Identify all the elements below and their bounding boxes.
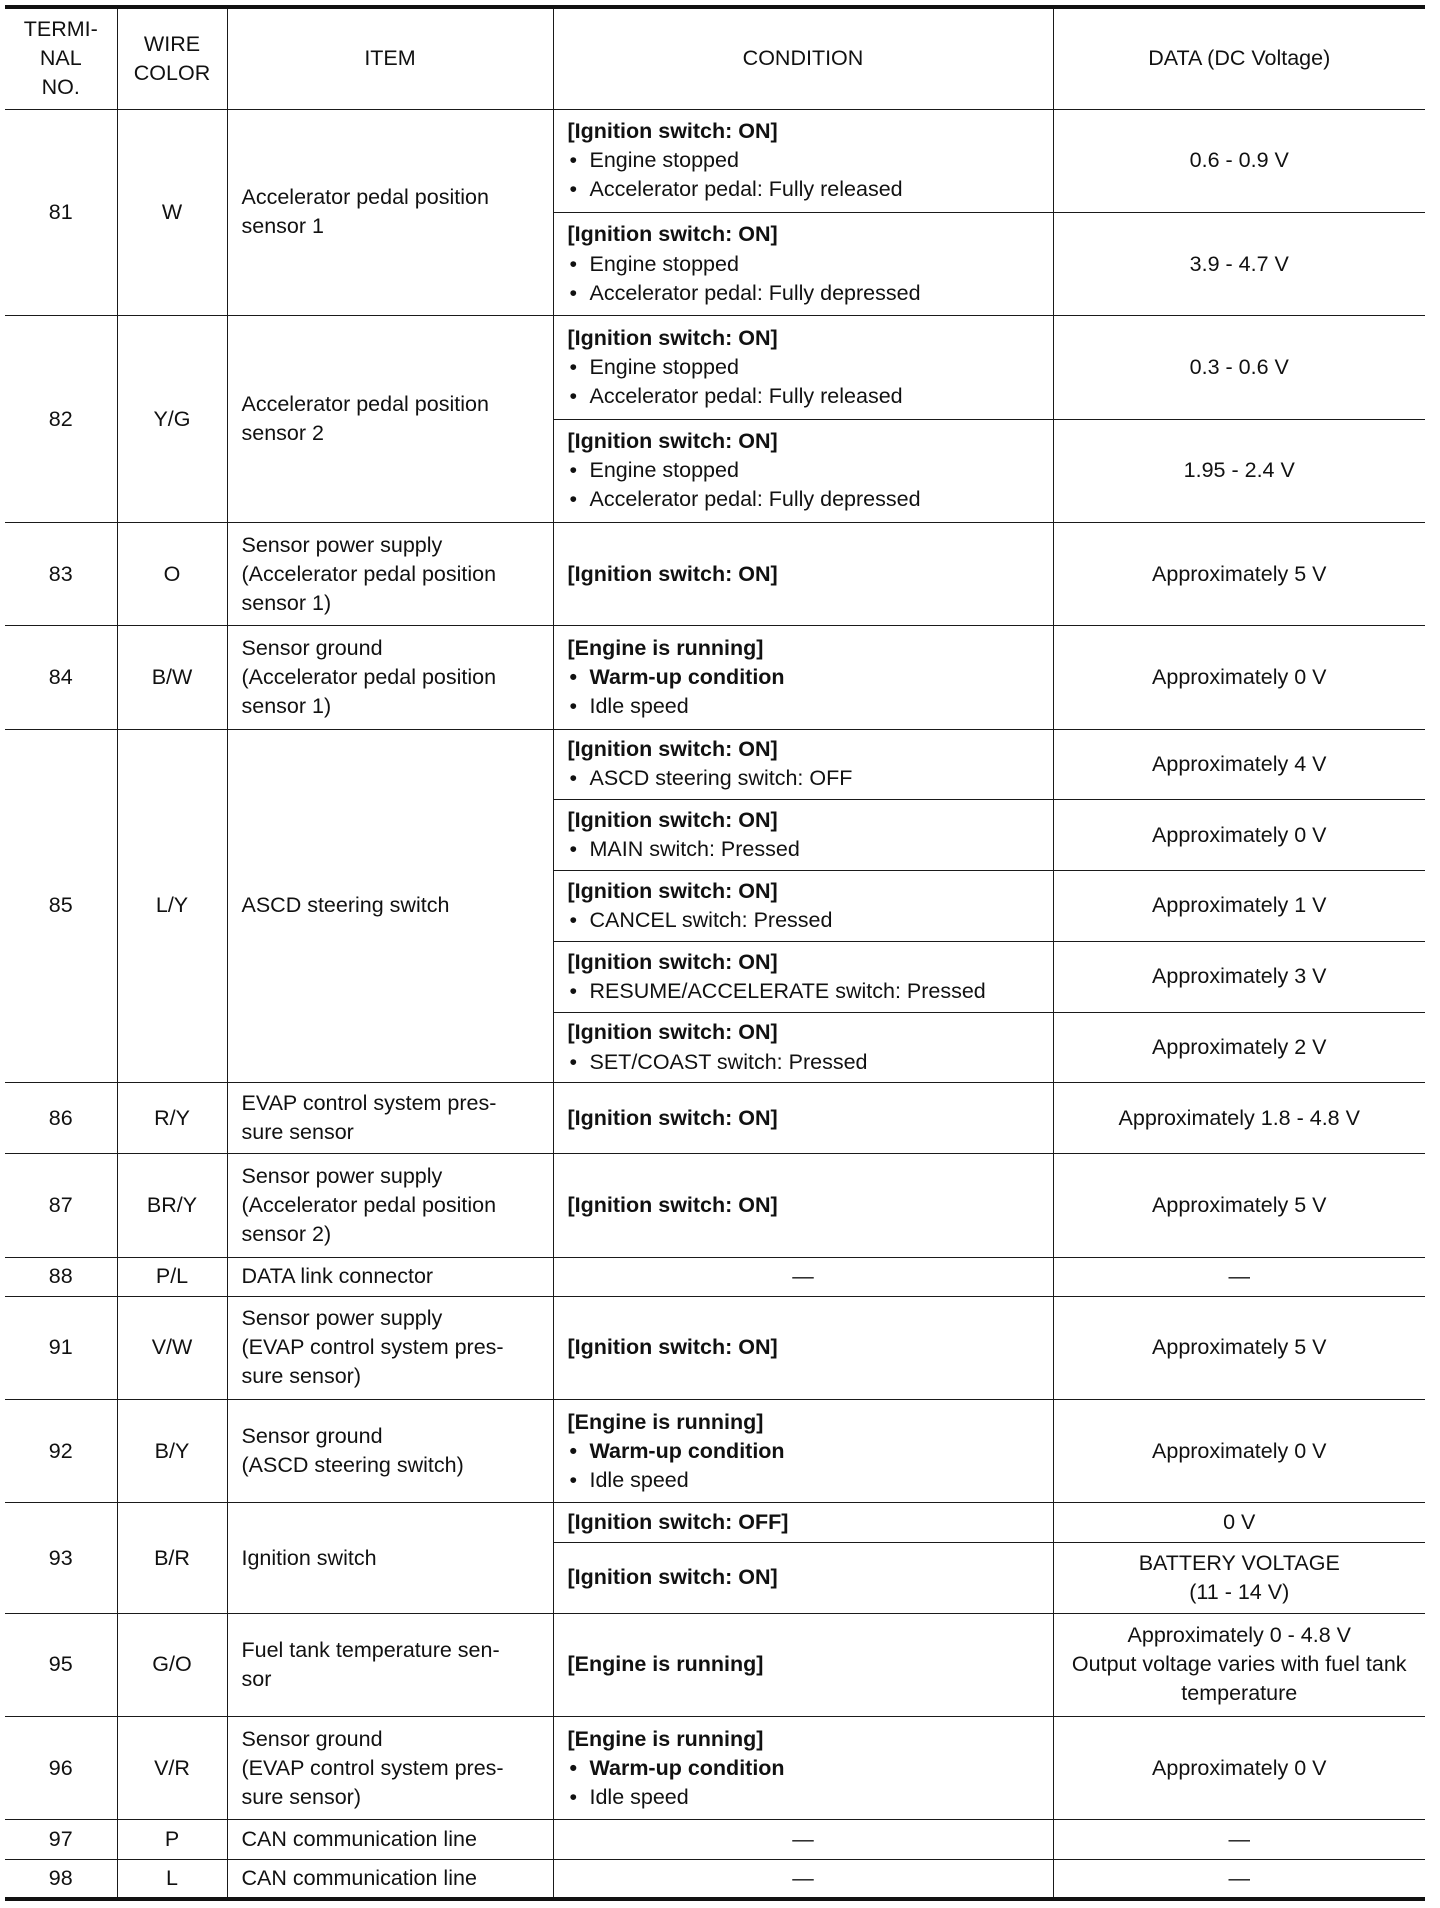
condition-bullet: • Warm-up condition [568, 1754, 1039, 1783]
data-voltage-cell [1053, 1613, 1425, 1716]
condition-cell: — [553, 1820, 1053, 1859]
condition-cell [553, 1296, 1053, 1399]
condition-bullet-list [568, 456, 1039, 514]
item-cell-line: sure sensor [241, 1120, 354, 1145]
item-cell-line: Sensor ground [241, 1424, 383, 1449]
data-voltage-cell: Approximately 3 V [1053, 941, 1425, 1012]
terminal-no-cell: 92 [5, 1400, 117, 1503]
item-cell: CAN communication line [227, 1859, 553, 1899]
condition-cell [553, 1083, 1053, 1154]
header-data: DATA (DC Voltage) [1053, 7, 1425, 109]
wire-color-cell: B/R [117, 1503, 227, 1613]
condition-heading: [Ignition switch: ON] [567, 561, 778, 586]
terminal-no-cell: 98 [5, 1859, 117, 1899]
terminal-no-cell: 85 [5, 729, 117, 1083]
wire-color-cell: L/Y [117, 729, 227, 1083]
item-cell: Accelerator pedal position sensor 2 [227, 316, 553, 523]
item-cell-line: (EVAP control system pres- [241, 1335, 504, 1360]
terminal-table [5, 5, 1425, 1901]
condition-cell [553, 871, 1053, 942]
condition-bullet-list [568, 764, 1039, 793]
table-row [5, 1257, 1425, 1296]
condition-heading: [Ignition switch: ON] [567, 429, 778, 454]
item-cell-line: (ASCD steering switch) [241, 1453, 464, 1478]
terminal-no-cell: 82 [5, 316, 117, 523]
condition-bullet-list [568, 146, 1039, 204]
table-row [5, 626, 1425, 729]
condition-heading: [Ignition switch: ON] [567, 1192, 778, 1217]
data-voltage-cell: Approximately 5 V [1053, 522, 1425, 625]
condition-bullet: • MAIN switch: Pressed [568, 835, 1039, 864]
condition-bullet: • Idle speed [568, 1783, 1039, 1812]
condition-heading: [Engine is running] [567, 1726, 764, 1751]
item-cell [227, 1400, 553, 1503]
data-voltage-cell-line: Approximately 0 - 4.8 V [1127, 1623, 1351, 1648]
terminal-no-cell: 83 [5, 522, 117, 625]
table-row [5, 1083, 1425, 1154]
condition-bullet: • Engine stopped [568, 353, 1039, 382]
table-row [5, 1503, 1425, 1542]
header-condition: CONDITION [553, 7, 1053, 109]
condition-bullet-list [568, 663, 1039, 721]
condition-bullet: • Engine stopped [568, 146, 1039, 175]
condition-heading: [Ignition switch: ON] [567, 878, 778, 903]
item-cell [227, 1716, 553, 1819]
item-cell: CAN communication line [227, 1820, 553, 1859]
condition-cell [553, 1542, 1053, 1613]
condition-heading: [Engine is running] [567, 1409, 764, 1434]
condition-heading: [Engine is running] [567, 1652, 764, 1677]
condition-heading: [Ignition switch: ON] [567, 119, 778, 144]
wire-color-cell: P [117, 1820, 227, 1859]
data-voltage-cell: Approximately 5 V [1053, 1154, 1425, 1257]
condition-heading: [Engine is running] [567, 635, 764, 660]
condition-bullet-list [568, 977, 1039, 1006]
condition-bullet: • Engine stopped [568, 250, 1039, 279]
condition-heading: [Ignition switch: ON] [567, 1565, 778, 1590]
item-cell-line: (Accelerator pedal position sensor 1) [241, 664, 497, 718]
wire-color-cell: W [117, 109, 227, 316]
condition-bullet: • Accelerator pedal: Fully depressed [568, 279, 1039, 308]
condition-bullet-list [568, 1048, 1039, 1077]
header-item: ITEM [227, 7, 553, 109]
item-cell-line: Sensor power supply [241, 1163, 443, 1188]
condition-cell [553, 1154, 1053, 1257]
data-voltage-cell-line: BATTERY VOLTAGE [1138, 1550, 1340, 1575]
header-terminal-no: TERMI- NAL NO. [5, 7, 117, 109]
item-cell-line: (Accelerator pedal position sensor 2) [241, 1192, 497, 1246]
item-cell [227, 1083, 553, 1154]
item-cell-line: (Accelerator pedal position sensor 1) [241, 561, 497, 615]
data-voltage-cell: Approximately 4 V [1053, 729, 1425, 800]
condition-bullet: • RESUME/ACCELERATE switch: Pressed [568, 977, 1039, 1006]
table-row [5, 1716, 1425, 1819]
data-voltage-cell: Approximately 2 V [1053, 1012, 1425, 1083]
header-wire-color: WIRE COLOR [117, 7, 227, 109]
item-cell [227, 626, 553, 729]
item-cell [227, 522, 553, 625]
condition-cell [553, 1012, 1053, 1083]
condition-cell [553, 419, 1053, 522]
table-row [5, 1400, 1425, 1503]
item-cell-line: (EVAP control system pres- [241, 1755, 504, 1780]
condition-cell [553, 1716, 1053, 1819]
data-voltage-cell: — [1053, 1257, 1425, 1296]
item-cell: Ignition switch [227, 1503, 553, 1613]
condition-cell [553, 522, 1053, 625]
condition-heading: [Ignition switch: ON] [567, 737, 778, 762]
terminal-no-cell: 91 [5, 1296, 117, 1399]
condition-bullet: • Accelerator pedal: Fully depressed [568, 485, 1039, 514]
table-header-row [5, 7, 1425, 109]
condition-cell: — [553, 1257, 1053, 1296]
data-voltage-cell: 0.6 - 0.9 V [1053, 109, 1425, 212]
item-cell-line: Sensor power supply [241, 532, 443, 557]
data-voltage-cell: — [1053, 1820, 1425, 1859]
condition-bullet: • Idle speed [568, 692, 1039, 721]
condition-bullet-list [568, 906, 1039, 935]
condition-heading: [Ignition switch: OFF] [567, 1510, 789, 1535]
terminal-no-cell: 81 [5, 109, 117, 316]
condition-bullet: • Warm-up condition [568, 663, 1039, 692]
condition-bullet: • Idle speed [568, 1466, 1039, 1495]
item-cell-line: Sensor ground [241, 1726, 383, 1751]
table-row [5, 1613, 1425, 1716]
condition-cell [553, 941, 1053, 1012]
table-row [5, 1296, 1425, 1399]
wire-color-cell: O [117, 522, 227, 625]
data-voltage-cell: Approximately 0 V [1053, 1716, 1425, 1819]
wire-color-cell: V/R [117, 1716, 227, 1819]
condition-bullet: • CANCEL switch: Pressed [568, 906, 1039, 935]
wire-color-cell: Y/G [117, 316, 227, 523]
condition-cell [553, 109, 1053, 212]
terminal-no-cell: 84 [5, 626, 117, 729]
condition-bullet-list [568, 353, 1039, 411]
data-voltage-cell-line: Output voltage varies with fuel tank temperature [1071, 1652, 1407, 1706]
condition-cell [553, 1503, 1053, 1542]
terminal-no-cell: 88 [5, 1257, 117, 1296]
table-row [5, 1154, 1425, 1257]
condition-heading: [Ignition switch: ON] [567, 949, 778, 974]
wire-color-cell: B/Y [117, 1400, 227, 1503]
table-row [5, 109, 1425, 212]
wire-color-cell: L [117, 1859, 227, 1899]
condition-heading: [Ignition switch: ON] [567, 1335, 778, 1360]
data-voltage-cell: Approximately 0 V [1053, 800, 1425, 871]
item-cell-line: sure sensor) [241, 1784, 361, 1809]
condition-cell [553, 800, 1053, 871]
data-voltage-cell: 1.95 - 2.4 V [1053, 419, 1425, 522]
item-cell [227, 1154, 553, 1257]
condition-cell [553, 1400, 1053, 1503]
item-cell: ASCD steering switch [227, 729, 553, 1083]
item-cell-line: Sensor ground [241, 635, 383, 660]
terminal-no-cell: 86 [5, 1083, 117, 1154]
condition-bullet: • Accelerator pedal: Fully released [568, 382, 1039, 411]
item-cell-line: Sensor power supply [241, 1306, 443, 1331]
condition-bullet-list [568, 835, 1039, 864]
data-voltage-cell: Approximately 1 V [1053, 871, 1425, 942]
condition-heading: [Ignition switch: ON] [567, 1105, 778, 1130]
data-voltage-cell: — [1053, 1859, 1425, 1899]
condition-heading: [Ignition switch: ON] [567, 808, 778, 833]
wire-color-cell: V/W [117, 1296, 227, 1399]
condition-bullet: • Warm-up condition [568, 1437, 1039, 1466]
wire-color-cell: BR/Y [117, 1154, 227, 1257]
terminal-no-cell: 96 [5, 1716, 117, 1819]
item-cell-line: sor [241, 1666, 272, 1691]
data-voltage-cell: Approximately 5 V [1053, 1296, 1425, 1399]
item-cell [227, 1296, 553, 1399]
item-cell-line: EVAP control system pres- [241, 1091, 497, 1116]
wire-color-cell: B/W [117, 626, 227, 729]
data-voltage-cell: Approximately 0 V [1053, 626, 1425, 729]
table-row [5, 729, 1425, 800]
data-voltage-cell: Approximately 1.8 - 4.8 V [1053, 1083, 1425, 1154]
terminal-no-cell: 97 [5, 1820, 117, 1859]
condition-bullet: • ASCD steering switch: OFF [568, 764, 1039, 793]
table-body [5, 109, 1425, 1899]
condition-bullet: • Engine stopped [568, 456, 1039, 485]
data-voltage-cell-line: (11 - 14 V) [1189, 1579, 1290, 1604]
condition-heading: [Ignition switch: ON] [567, 222, 778, 247]
wire-color-cell: R/Y [117, 1083, 227, 1154]
data-voltage-cell: 0.3 - 0.6 V [1053, 316, 1425, 419]
table-row [5, 522, 1425, 625]
condition-cell [553, 1613, 1053, 1716]
wire-color-cell: G/O [117, 1613, 227, 1716]
condition-cell [553, 316, 1053, 419]
item-cell [227, 1613, 553, 1716]
terminal-no-cell: 87 [5, 1154, 117, 1257]
table-row [5, 1820, 1425, 1859]
condition-bullet-list [568, 1437, 1039, 1495]
item-cell: DATA link connector [227, 1257, 553, 1296]
condition-cell [553, 729, 1053, 800]
condition-bullet: • Accelerator pedal: Fully released [568, 175, 1039, 204]
data-voltage-cell: 0 V [1053, 1503, 1425, 1542]
item-cell-line: sure sensor) [241, 1364, 361, 1389]
condition-cell [553, 626, 1053, 729]
terminal-no-cell: 95 [5, 1613, 117, 1716]
condition-bullet-list [568, 250, 1039, 308]
table-row [5, 1859, 1425, 1899]
data-voltage-cell [1053, 1542, 1425, 1613]
condition-cell [553, 212, 1053, 315]
condition-bullet: • SET/COAST switch: Pressed [568, 1048, 1039, 1077]
table-row [5, 316, 1425, 419]
condition-heading: [Ignition switch: ON] [567, 325, 778, 350]
terminal-no-cell: 93 [5, 1503, 117, 1613]
condition-bullet-list [568, 1754, 1039, 1812]
condition-cell: — [553, 1859, 1053, 1899]
condition-heading: [Ignition switch: ON] [567, 1020, 778, 1045]
item-cell-line: Fuel tank temperature sen- [241, 1637, 500, 1662]
data-voltage-cell: 3.9 - 4.7 V [1053, 212, 1425, 315]
item-cell: Accelerator pedal position sensor 1 [227, 109, 553, 316]
wire-color-cell: P/L [117, 1257, 227, 1296]
data-voltage-cell: Approximately 0 V [1053, 1400, 1425, 1503]
